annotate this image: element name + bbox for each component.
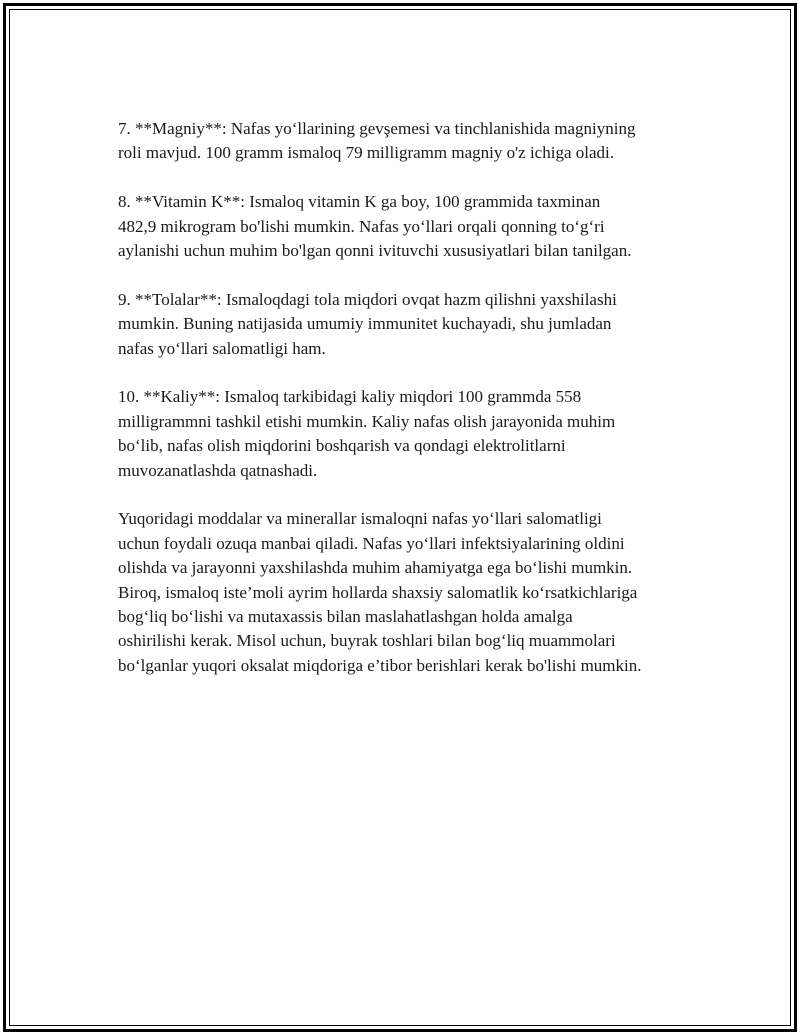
paragraph-conclusion: Yuqoridagi moddalar va minerallar ismaloqni nafas yo‘llari salomatligi uchun foydali ozuqa manbai qiladi. Nafas yo‘llari infektsiyalarining oldini olishda va jarayonni yaxshilashda muhim ahamiyatga ega bo‘lishi mumkin. Biroq, ismaloq iste’moli ayrim hollarda shaxsiy salomatlik ko‘rsatkichlariga bog‘liq bo‘lishi va mutaxassis bilan maslahatlashgan holda amalga oshirilishi kerak. Misol uchun, buyrak toshlari bilan bog‘liq muammolari bo‘lganlar yuqori oksalat miqdoriga e’tibor berishlari kerak bo'lishi mumkin. <box>118 509 642 675</box>
paragraph-kaliy: 10. **Kaliy**: Ismaloq tarkibidagi kaliy miqdori 100 grammda 558 milligrammni tashkil etishi mumkin. Kaliy nafas olish jarayonida muhim bo‘lib, nafas olish miqdorini boshqarish va qondagi elektrolitlarni muvozanatlashda qatnashadi. <box>118 387 616 480</box>
paragraph-magniy: 7. **Magniy**: Nafas yo‘llarining gevşemesi va tinchlanishida magniyning roli mavjud. 100 gramm ismaloq 79 milligramm magniy o'z ichiga oladi. <box>118 119 636 163</box>
paragraph-vitamin-k: 8. **Vitamin K**: Ismaloq vitamin K ga boy, 100 grammida taxminan 482,9 mikrogram bo'lishi mumkin. Nafas yo‘llari orqali qonning to‘g‘ri aylanishi uchun muhim bo'lgan qonni ivituvchi xususiyatlari bilan tanilgan. <box>118 192 632 261</box>
document-body <box>118 117 698 703</box>
paragraph-tolalar: 9. **Tolalar**: Ismaloqdagi tola miqdori ovqat hazm qilishni yaxshilashi mumkin. Buning natijasida umumiy immunitet kuchayadi, shu jumladan nafas yo‘llari salomatligi ham. <box>118 289 617 358</box>
